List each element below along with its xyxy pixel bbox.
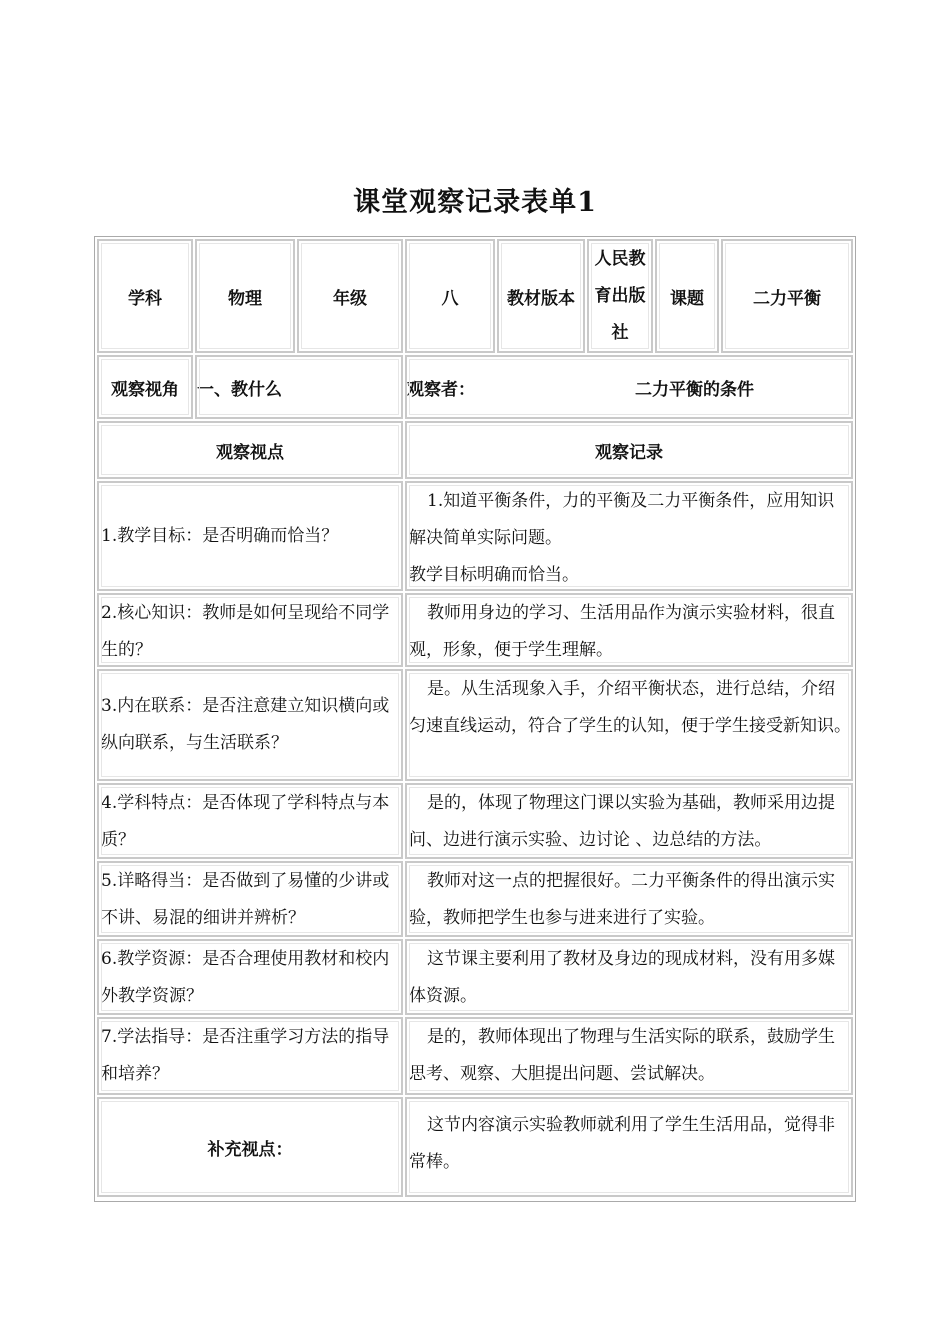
page-title: 课堂观察记录表单1 <box>353 187 597 218</box>
topic-value: 二力平衡 <box>721 239 853 353</box>
table-row-record: 1.知道平衡条件，力的平衡及二力平衡条件，应用知识解决简单实际问题。 教学目标明确而恰当。 <box>405 481 853 591</box>
table-row-point: 1.教学目标：是否明确而恰当？ <box>97 481 403 591</box>
grade-label: 年级 <box>297 239 403 353</box>
grade-value: 八 <box>405 239 495 353</box>
observer-value: 二力平衡的条件 <box>635 379 754 400</box>
table-row-point: 7.学法指导：是否注重学习方法的指导和培养？ <box>97 1017 403 1095</box>
table-row-record: 教师用身边的学习、生活用品作为演示实验材料，很直观，形象，便于学生理解。 <box>405 593 853 667</box>
table-row-point: 3.内在联系：是否注意建立知识横向或纵向联系，与生活联系？ <box>97 669 403 781</box>
supplement-record: 这节内容演示实验教师就利用了学生生活用品，觉得非常棒。 <box>405 1097 853 1197</box>
table-row-point: 5.详略得当：是否做到了易懂的少讲或不讲、易混的细讲并辨析？ <box>97 861 403 937</box>
table-row-record: 是。从生活现象入手，介绍平衡状态，进行总结，介绍匀速直线运动，符合了学生的认知，便于学生接受新知识。 <box>405 669 853 781</box>
supplement-label: 补充视点： <box>97 1097 403 1197</box>
table-row-record: 这节课主要利用了教材及身边的现成材料，没有用多媒体资源。 <box>405 939 853 1015</box>
table-row-record: 教师对这一点的把握很好。二力平衡条件的得出演示实验，教师把学生也参与进来进行了实验。 <box>405 861 853 937</box>
column-header-point: 观察视点 <box>97 421 403 479</box>
textbook-value: 人民教育出版社 <box>587 239 653 353</box>
table-row-record: 是的，体现了物理这门课以实验为基础，教师采用边提问、边进行演示实验、边讨论 、边总结的方法。 <box>405 783 853 859</box>
table-row-point: 6.教学资源：是否合理使用教材和校内外教学资源？ <box>97 939 403 1015</box>
observation-angle-value: 一、教什么 <box>195 355 403 419</box>
column-header-record: 观察记录 <box>405 421 853 479</box>
table-row-point: 2.核心知识：教师是如何呈现给不同学生的？ <box>97 593 403 667</box>
subject-label: 学科 <box>97 239 193 353</box>
textbook-label: 教材版本 <box>497 239 585 353</box>
observation-angle-label: 观察视角 <box>97 355 193 419</box>
observer-cell <box>405 355 853 419</box>
observer-label: 观察者： <box>407 379 475 400</box>
topic-label: 课题 <box>655 239 719 353</box>
subject-value: 物理 <box>195 239 295 353</box>
table-row-point: 4.学科特点：是否体现了学科特点与本质？ <box>97 783 403 859</box>
table-row-record: 是的，教师体现出了物理与生活实际的联系，鼓励学生思考、观察、大胆提出问题、尝试解决。 <box>405 1017 853 1095</box>
